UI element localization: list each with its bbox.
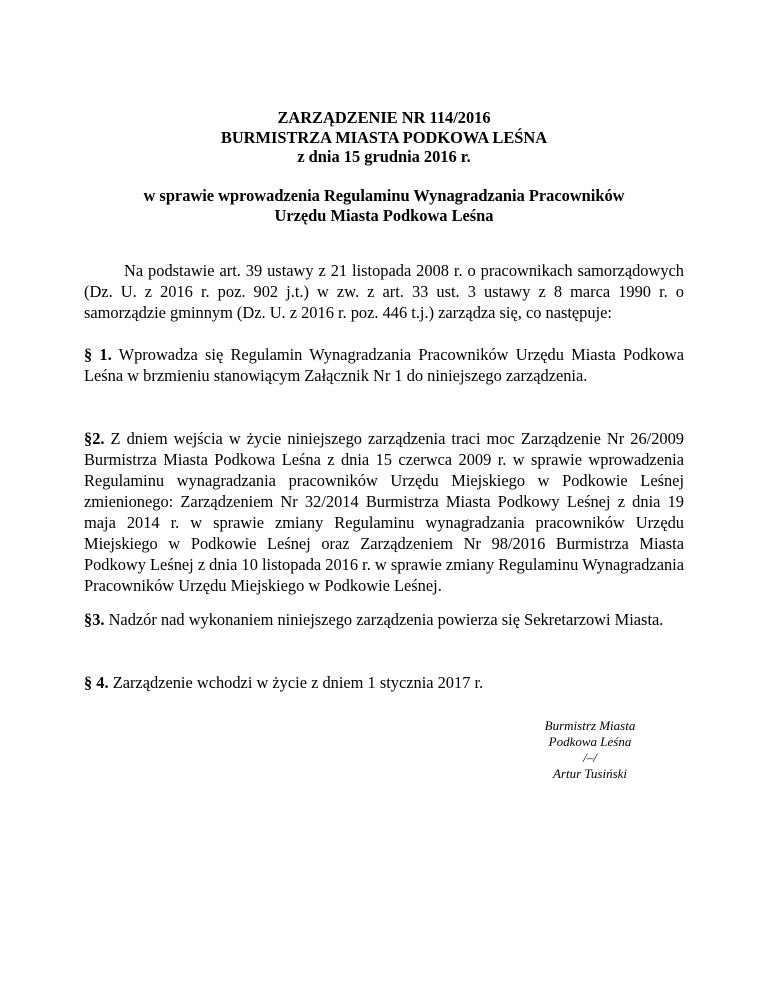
title-line-1: ZARZĄDZENIE NR 114/2016 (277, 108, 491, 127)
signature-line-1: Burmistrz Miasta (544, 718, 636, 733)
signature-line-3: /–/ (583, 750, 597, 765)
subject-line-2: Urzędu Miasta Podkowa Leśna (274, 205, 494, 225)
title-date: z dnia 15 grudnia 2016 r. (297, 147, 471, 166)
title-line-2: BURMISTRZA MIASTA PODKOWA LEŚNA (220, 127, 548, 147)
section-3-paragraph (84, 609, 684, 630)
section-2-label: §2. (84, 429, 105, 448)
section-4-text: Zarządzenie wchodzi w życie z dniem 1 stycznia 2017 r. (108, 673, 484, 692)
section-1-text: Wprowadza się Regulamin Wynagradzania Pracowników Urzędu Miasta Podkowa Leśna w brzmieniu stanowiącym Załącznik Nr 1 do niniejszego zarządzenia. (84, 345, 684, 385)
section-1-label: § 1. (84, 345, 112, 364)
section-2-text: Z dniem wejścia w życie niniejszego zarządzenia traci moc Zarządzenie Nr 26/2009 Burmistrza Miasta Podkowa Leśna z dnia 15 czerwca 2009 r. w sprawie wprowadzenia Regulaminu wynagradzania pracowników Urzędu Miejskiego w Podkowie Leśnej zmienionego: Zarządzeniem Nr 32/2014 Burmistrza Miasta Podkowy Leśnej z dnia 19 maja 2014 r. w sprawie zmiany Regulaminu wynagradzania pracowników Urzędu Miejskiego w Podkowie Leśnej oraz Zarządzeniem Nr 98/2016 Burmistrza Miasta Podkowy Leśnej z dnia 10 listopada 2016 r. w sprawie zmiany Regulaminu Wynagradzania Pracowników Urzędu Miejskiego w Podkowie Leśnej. (84, 429, 685, 595)
section-4-paragraph (84, 672, 684, 693)
document-title (84, 108, 684, 167)
section-2-paragraph (84, 428, 684, 596)
signature-block (520, 718, 660, 782)
section-1-paragraph (84, 344, 684, 386)
section-3-text: Nadzór nad wykonaniem niniejszego zarządzenia powierza się Sekretarzowi Miasta. (104, 610, 664, 629)
section-3-label: §3. (84, 610, 105, 629)
document-subject (84, 186, 684, 225)
subject-line-1: w sprawie wprowadzenia Regulaminu Wynagradzania Pracowników (143, 186, 625, 205)
preamble-paragraph: Na podstawie art. 39 ustawy z 21 listopada 2008 r. o pracownikach samorządowych (Dz. U. z 2016 r. poz. 902 j.t.) w zw. z art. 33 ust. 3 ustawy z 8 marca 1990 r. o samorządzie gminnym (Dz. U. z 2016 r. poz. 446 t.j.) zarządza się, co następuje: (84, 261, 684, 322)
section-4-label: § 4. (84, 673, 109, 692)
signature-name: Artur Tusiński (552, 766, 628, 781)
signature-line-2: Podkowa Leśna (548, 734, 632, 749)
